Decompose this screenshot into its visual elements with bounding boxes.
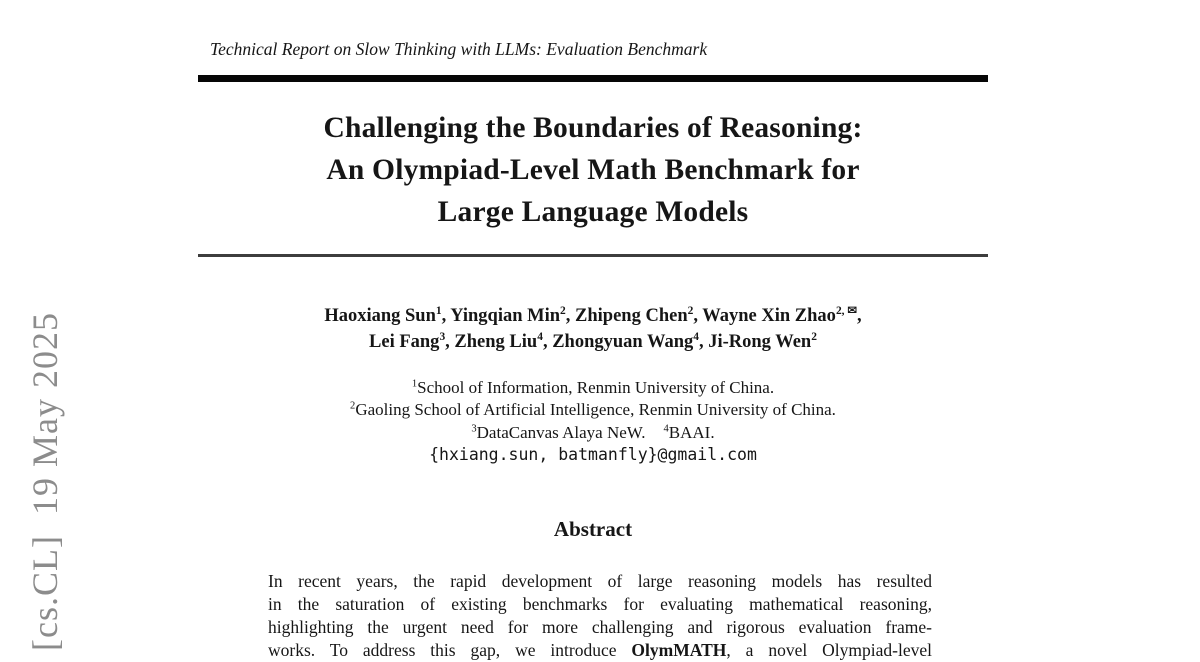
author-line-2 (198, 329, 988, 355)
affiliation-text: School of Information, Renmin University of China. (417, 378, 775, 397)
arxiv-watermark: [cs.CL] 19 May 2025 (25, 312, 65, 651)
author-name: Wayne Xin Zhao (702, 306, 836, 326)
affiliation-number: 3 (471, 423, 477, 435)
affiliation-number: 4 (663, 423, 669, 435)
author (450, 306, 575, 326)
affiliation-text: BAAI. (668, 422, 715, 442)
author-name: Haoxiang Sun (324, 306, 436, 326)
abstract-text-segment: works. To address this gap, we introduce (268, 640, 632, 660)
header-thick-rule (198, 75, 988, 82)
abstract-text-line (268, 639, 932, 662)
affiliation (471, 423, 645, 442)
author-name: Yingqian Min (450, 306, 561, 326)
abstract-text-segment: , a novel Olympiad-level (726, 640, 932, 660)
affiliation-number: 2 (350, 400, 356, 412)
abstract-text-segment: In recent years, the rapid development of large reasoning models has resulted (268, 571, 932, 591)
author-separator: , (693, 306, 703, 326)
author-affil-ref envelope-icon: 2, ✉ (835, 304, 858, 317)
affiliation (664, 423, 715, 442)
author-separator: , (441, 306, 451, 326)
abstract-text-segment: highlighting the urgent need for more challenging and rigorous evaluation frame- (268, 617, 932, 637)
author-separator: , (542, 332, 553, 352)
author (575, 306, 702, 326)
author-separator: , (565, 306, 576, 326)
author (324, 306, 450, 326)
author (708, 332, 817, 352)
paper-title-line-2: An Olympiad-Level Math Benchmark for (326, 154, 860, 186)
author-affil-ref: 2 (560, 304, 566, 317)
author-name: Zhongyuan Wang (552, 332, 694, 352)
affiliation-number: 1 (411, 378, 418, 390)
affiliation-line-3 (198, 422, 988, 444)
author-list (198, 303, 988, 355)
author-name: Ji-Rong Wen (708, 332, 812, 352)
author-affil-ref: 2 (811, 330, 817, 343)
abstract-text-line (268, 570, 932, 593)
author-separator: , (698, 332, 709, 352)
affiliations (198, 377, 988, 467)
abstract-text-line (268, 616, 932, 639)
contact-email: {hxiang.sun, batmanfly}@gmail.com (429, 445, 757, 465)
author-affil-ref: 3 (439, 330, 446, 343)
author (552, 332, 708, 352)
author (702, 306, 861, 326)
author-name: Lei Fang (369, 332, 440, 352)
affiliation-line-1 (198, 377, 988, 399)
author (454, 332, 552, 352)
running-header: Technical Report on Slow Thinking with LLMs: Evaluation Benchmark (210, 39, 708, 59)
paper-title (198, 107, 988, 233)
abstract-text-segment: in the saturation of existing benchmarks for evaluating mathematical reasoning, (268, 594, 932, 614)
author (369, 332, 454, 352)
affiliation-text: Gaoling School of Artificial Intelligence, Renmin University of China. (355, 400, 836, 420)
author-line-1 (198, 303, 988, 329)
affiliation-text: DataCanvas Alaya NeW. (476, 422, 646, 442)
author-separator: , (857, 306, 862, 326)
author-name: Zheng Liu (454, 332, 538, 352)
paper-title-line-1: Challenging the Boundaries of Reasoning: (323, 112, 863, 144)
author-affil-ref: 4 (693, 330, 699, 343)
author-separator: , (445, 332, 455, 352)
title-bottom-rule (198, 254, 988, 257)
abstract-heading: Abstract (553, 517, 633, 541)
author-affil-ref: 1 (435, 304, 442, 317)
author-affil-ref: 2 (687, 304, 694, 317)
abstract-text (268, 570, 932, 662)
affiliation-line-2 (198, 399, 988, 421)
author-affil-ref: 4 (537, 330, 543, 343)
author-name: Zhipeng Chen (575, 306, 688, 326)
abstract-bold-term: OlymMATH (631, 640, 727, 660)
abstract-text-line (268, 593, 932, 616)
paper-title-line-3: Large Language Models (437, 196, 749, 228)
